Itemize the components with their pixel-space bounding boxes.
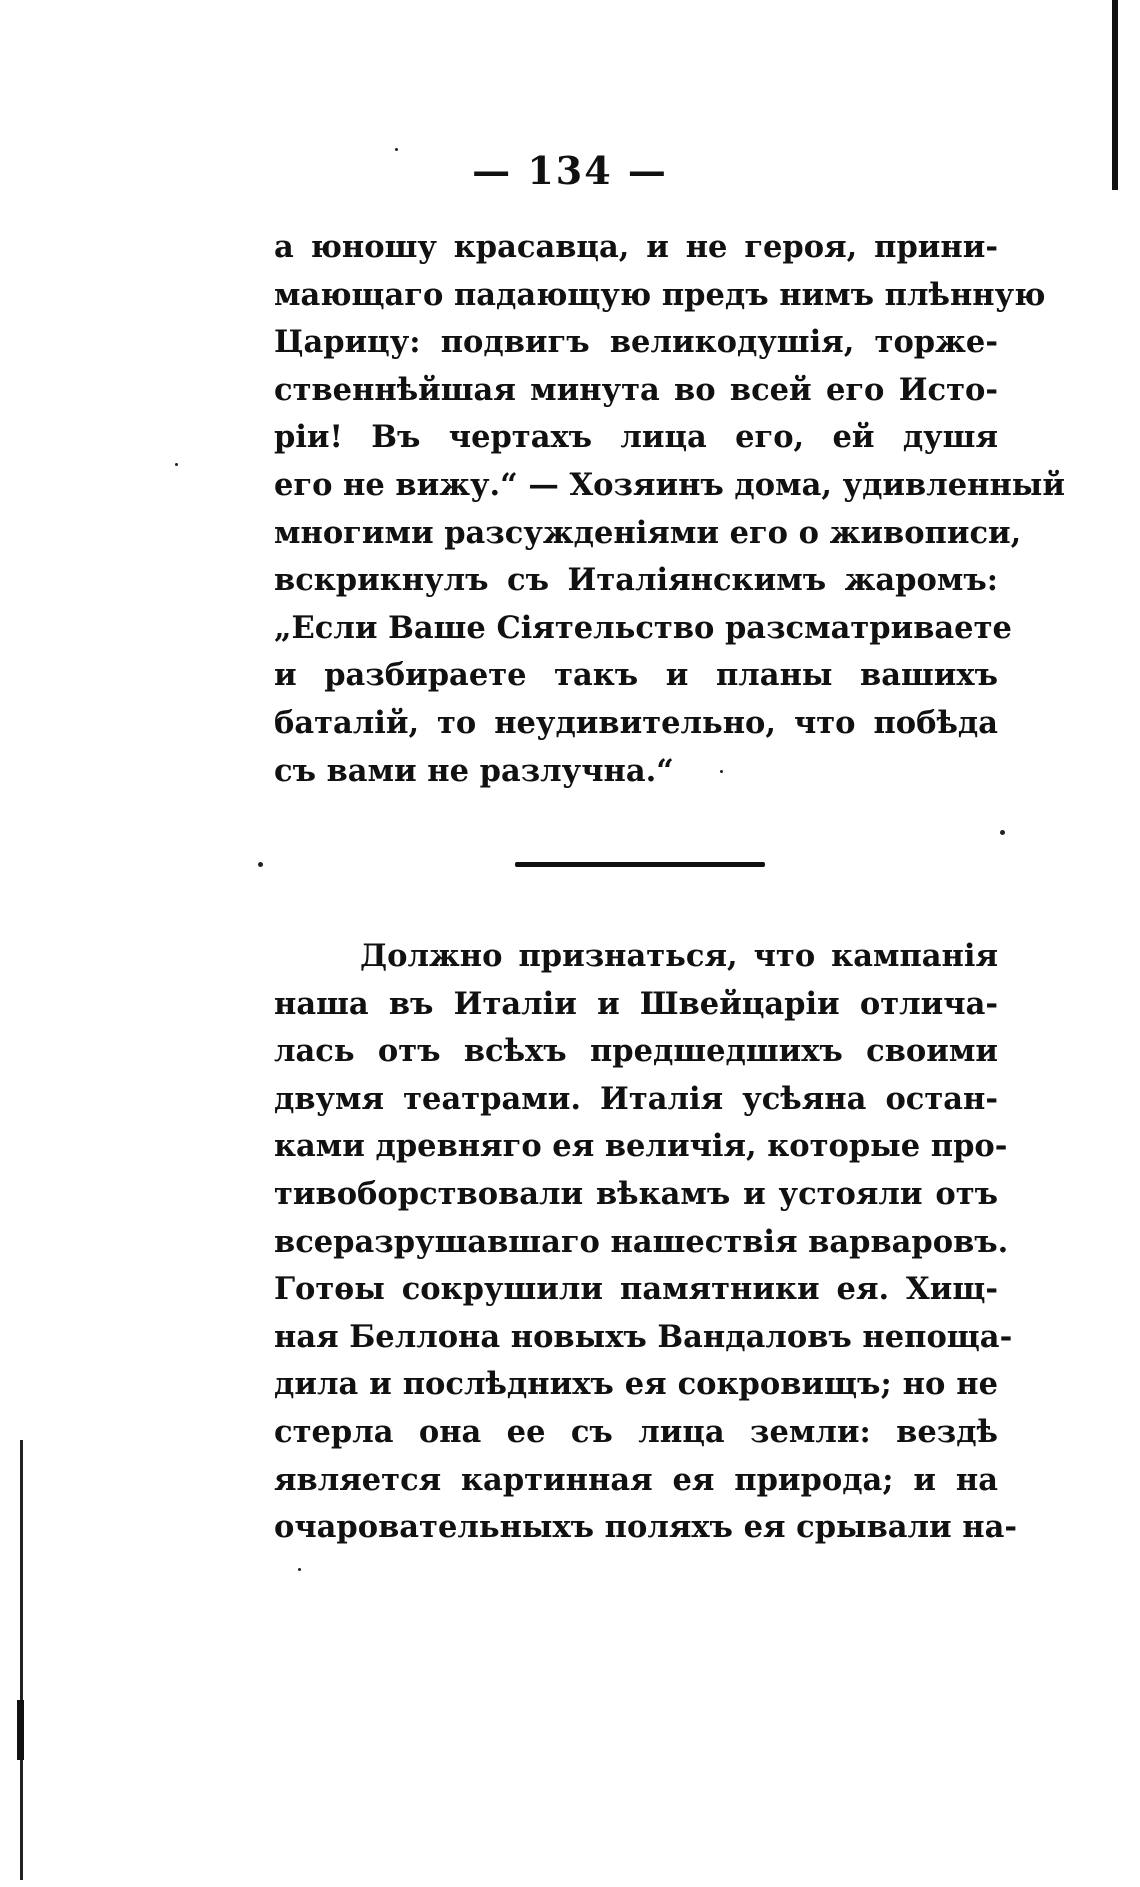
text-line: двумя театрами. Италія усѣяна остан- bbox=[274, 1080, 998, 1117]
text-line: тивоборствовали вѣкамъ и устояли отъ bbox=[274, 1175, 998, 1212]
page-edge-mark bbox=[17, 1700, 24, 1760]
print-speck bbox=[175, 463, 178, 466]
text-line: ками древняго ея величія, которые про- bbox=[274, 1128, 1008, 1165]
text-line: наша въ Италіи и Швейцаріи отлича- bbox=[274, 985, 998, 1022]
text-line: а юношу красавца, и не героя, прини- bbox=[274, 229, 998, 265]
text-line: стерла она ее съ лица земли: вездѣ bbox=[274, 1413, 998, 1450]
page-edge-line bbox=[20, 1440, 23, 1880]
text-line: многими разсужденіями его о живописи, bbox=[274, 514, 1022, 551]
paragraph-1 bbox=[274, 224, 1065, 795]
text-line: съ вами не разлучна.“ bbox=[274, 752, 674, 789]
paragraph-2 bbox=[274, 933, 1018, 1552]
print-speck bbox=[1000, 830, 1005, 835]
print-speck bbox=[258, 862, 263, 867]
text-line: ріи! Въ чертахъ лица его, ей душя bbox=[274, 419, 998, 456]
section-separator bbox=[515, 862, 765, 867]
text-line: ственнѣйшая минута во всей его Исто- bbox=[274, 371, 998, 408]
print-speck bbox=[720, 770, 723, 773]
print-speck bbox=[395, 148, 398, 151]
text-line: Царицу: подвигъ великодушія, торже- bbox=[274, 324, 998, 361]
text-line: „Если Ваше Сіятельство разсматриваете bbox=[274, 609, 1012, 646]
text-line: Готѳы сокрушили памятники ея. Хищ- bbox=[274, 1271, 998, 1308]
text-line: дила и послѣднихъ ея сокровищъ; но не bbox=[274, 1366, 998, 1403]
text-line: Должно признаться, что кампанія bbox=[360, 938, 998, 974]
text-line: ная Беллона новыхъ Вандаловъ непоща- bbox=[274, 1318, 1013, 1355]
text-line: лась отъ всѣхъ предшедшихъ своими bbox=[274, 1033, 998, 1070]
print-speck bbox=[298, 1568, 301, 1571]
text-line: и разбираете такъ и планы вашихъ bbox=[274, 657, 998, 694]
text-line: баталій, то неудивительно, что побѣда bbox=[274, 704, 998, 741]
text-line: его не вижу.“ — Хозяинъ дома, удивленный bbox=[274, 466, 1065, 503]
text-line: вскрикнулъ съ Италіянскимъ жаромъ: bbox=[274, 562, 998, 599]
text-line: мающаго падающую предъ нимъ плѣнную bbox=[274, 276, 1046, 313]
text-line: очаровательныхъ поляхъ ея срывали на- bbox=[274, 1509, 1018, 1546]
text-line: является картинная ея природа; и на bbox=[274, 1461, 998, 1498]
text-line: всеразрушавшаго нашествія варваровъ. bbox=[274, 1223, 1009, 1260]
page-number: — 134 — bbox=[472, 148, 668, 193]
